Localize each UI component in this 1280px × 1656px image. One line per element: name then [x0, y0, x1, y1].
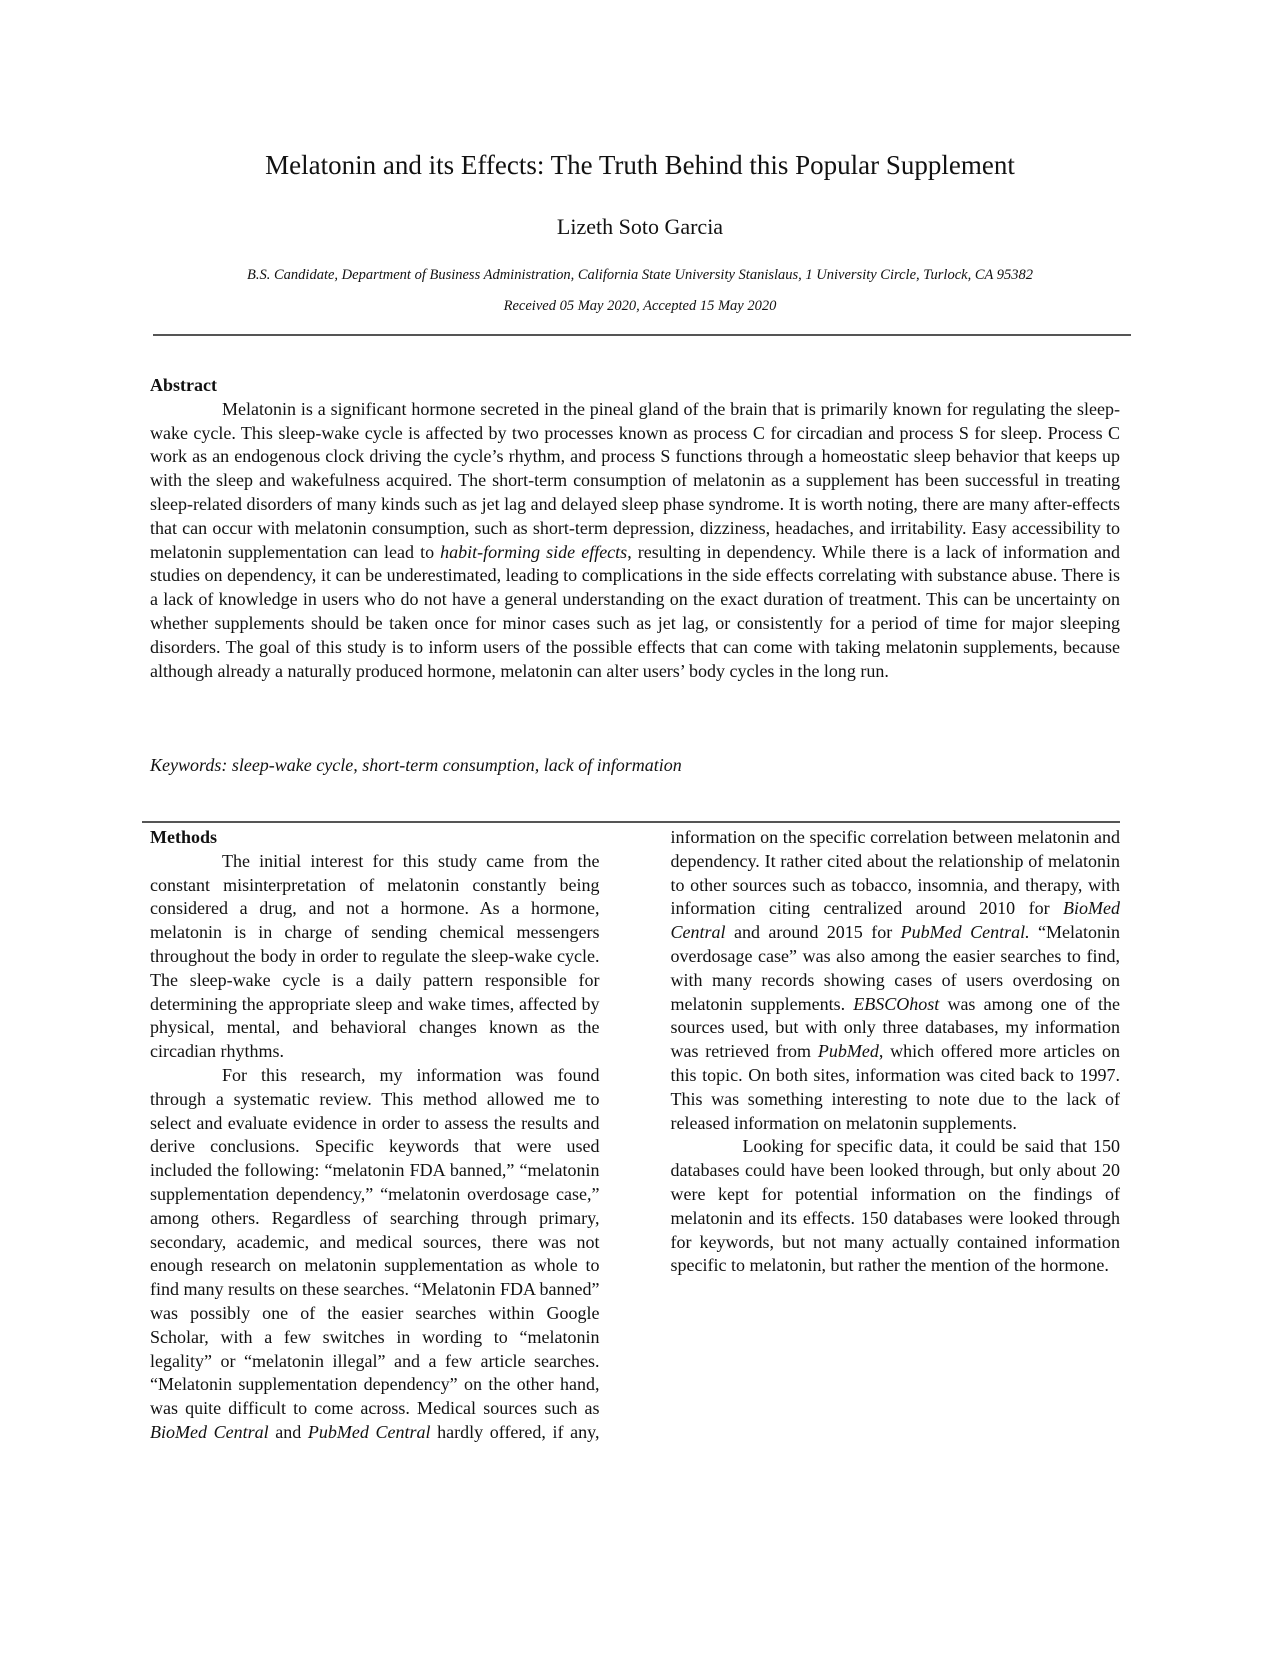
text-segment: and — [268, 1421, 308, 1442]
italic-text: BioMed Central — [670, 898, 1120, 943]
paper-title: Melatonin and its Effects: The Truth Behind this Popular Supplement — [265, 150, 1015, 180]
methods-paragraph-3 — [671, 1135, 1121, 1278]
text-segment: “Melatonin overdosage case” was also among the easier searches to find, with many records showing cases of users overdosing on melatonin supplements. — [670, 922, 1120, 1014]
author-name: Lizeth Soto Garcia — [556, 214, 724, 239]
italic-text: BioMed Central — [150, 1421, 269, 1442]
text-segment: The initial interest for this study came from the constant misinterpretation of melatonin constantly being considered a drug, and not a hormone. As a hormone, melatonin is in charge of sending chemical messengers throughout the body in order to regulate the sleep-wake cycle. The sleep-wake cycle is a daily pattern responsible for determining the appropriate sleep and wake times, affected by physical, mental, and behavioral changes known as the circadian rhythms. — [150, 850, 600, 1062]
abstract-heading: Abstract — [150, 375, 217, 395]
text-segment: and around 2015 for — [725, 922, 901, 943]
section-divider — [142, 821, 1120, 823]
italic-text: PubMed Central. — [900, 922, 1030, 943]
text-segment: hardly offered, if any, information on the specific correlation between melatonin and dependency. It rather cited about the relationship of melatonin to other sources such as tobacco, insomnia, and therapy, with information citing centralized around 2010 for — [430, 827, 1120, 1442]
methods-heading: Methods — [150, 827, 217, 847]
header-divider — [153, 334, 1131, 336]
italic-text: habit-forming side effects — [440, 541, 628, 562]
methods-paragraph-1 — [150, 850, 600, 1064]
italic-text: PubMed Central — [307, 1421, 431, 1442]
text-segment: Looking for specific data, it could be said that 150 databases could have been looked through, but only about 20 were kept for potential information on the findings of melatonin and its effects. 150 databases were looked through for keywords, but not many actually contained information specific to melatonin, but rather the mention of the hormone. — [670, 1136, 1120, 1276]
affiliation: B.S. Candidate, Department of Business Administration, California State University Stanislaus, 1 University Circle, Turlock, CA 95382 — [247, 267, 1033, 283]
italic-text: PubMed — [817, 1041, 879, 1062]
italic-text: EBSCOhost — [853, 993, 940, 1014]
keywords: Keywords: sleep-wake cycle, short-term consumption, lack of information — [150, 755, 682, 775]
methods-section — [150, 826, 1120, 1466]
abstract-paragraph — [150, 398, 1120, 684]
text-segment: was among one of the sources used, but with only three databases, my information was retrieved from — [670, 993, 1120, 1062]
text-segment: , resulting in dependency. While there is a lack of information and studies on dependency, it can be underestimated, leading to complications in the side effects correlating with substance abuse. There is a lack of knowledge in users who do not have a general understanding on the exact duration of treatment. This can be uncertainty on whether supplements should be taken once for minor cases such as jet lag, or consistently for a period of time for major sleeping disorders. The goal of this study is to inform users of the possible effects that can come with taking melatonin supplements, because although already a naturally produced hormone, melatonin can alter users’ body cycles in the long run. — [150, 541, 1120, 681]
text-segment: , which offered more articles on this topic. On both sites, information was cited back to 1997. This was something interesting to note due to the lack of released information on melatonin supplements. — [670, 1041, 1120, 1133]
received-accepted-dates: Received 05 May 2020, Accepted 15 May 2020 — [503, 298, 777, 314]
text-segment: For this research, my information was found through a systematic review. This method allowed me to select and evaluate evidence in order to assess the results and derive conclusions. Specific keywords that were used included the following: “melatonin FDA banned,” “melatonin supplementation dependency,” “melatonin overdosage case,” among others. Regardless of searching through primary, secondary, academic, and medical sources, there was not enough research on melatonin supplementation as whole to find many results on these searches. “Melatonin FDA banned” was possibly one of the easier searches within Google Scholar, with a few switches in wording to “melatonin legality” or “melatonin illegal” and a few article searches. “Melatonin supplementation dependency” on the other hand, was quite difficult to come across. Medical sources such as — [150, 1064, 600, 1419]
text-segment: Melatonin is a significant hormone secreted in the pineal gland of the brain that is primarily known for regulating the sleep-wake cycle. This sleep-wake cycle is affected by two processes known as process C for circadian and process S for sleep. Process C work as an endogenous clock driving the cycle’s rhythm, and process S functions through a homeostatic sleep behavior that keeps up with the sleep and wakefulness acquired. The short-term consumption of melatonin as a supplement has been successful in treating sleep-related disorders of many kinds such as jet lag and delayed sleep phase syndrome. It is worth noting, there are many after-effects that can occur with melatonin consumption, such as short-term depression, dizziness, headaches, and irritability. Easy accessibility to melatonin supplementation can lead to — [150, 398, 1120, 562]
abstract-section — [150, 374, 1120, 683]
